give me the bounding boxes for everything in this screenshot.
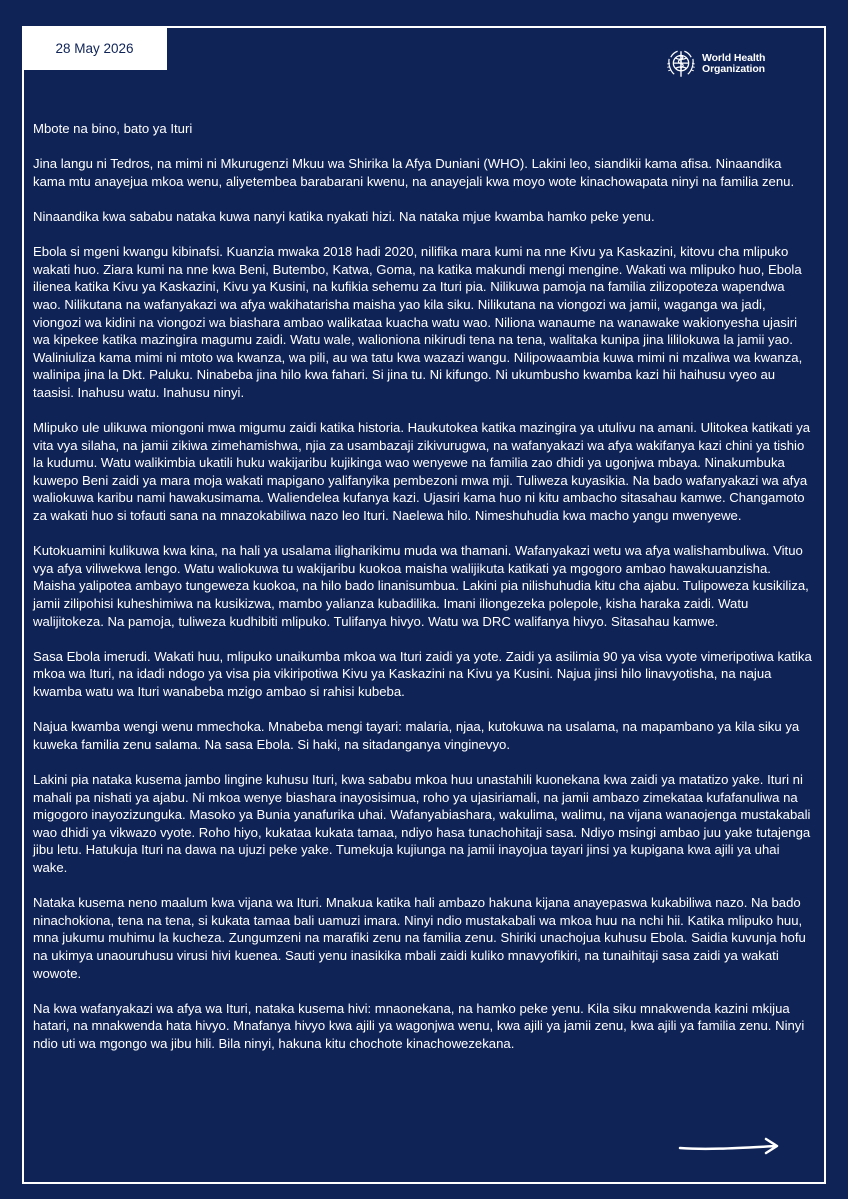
arrow-right-icon[interactable] [678,1136,782,1158]
organization-name [702,53,765,75]
letter-paragraph: Na kwa wafanyakazi wa afya wa Ituri, nataka kusema hivi: mnaonekana, na hamko peke yenu. Kila siku mnakwenda kazini mkijua hatari, na mnakwenda hata hivyo. Mnafanya hivyo kwa ajili ya wagonjwa wenu, kwa ajili ya jamii zenu, kwa ajili ya familia zenu. Ninyi ndio uti wa mgongo wa jibu hili. Bila ninyi, hakuna kitu chochote kinachowezekana. [33,1000,805,1051]
date-label: 28 May 2026 [22,26,167,70]
letter-paragraph: Ninaandika kwa sababu nataka kuwa nanyi katika nyakati hizi. Na nataka mjue kwamba hamko peke yenu. [33,208,655,224]
letter-paragraph: Nataka kusema neno maalum kwa vijana wa Ituri. Mnakua katika hali ambazo hakuna kijana anayepaswa kukabiliwa nazo. Na bado ninachokiona, tena na tena, si kukata tamaa bali uamuzi imara. Ninyi ndio mustakabali wa mkoa huu na nchi hii. Katika mlipuko huu, mna jukumu muhimu la kucheza. Zungumzeni na marafiki zenu na familia zenu. Shiriki unachojua kuhusu Ebola. Saidia kuvunja hofu na ukimya unaouruhusu virusi hivi kuenea. Sauti yenu inasikika mbali zaidi kuliko mnavyofikiri, na tunaihitaji sasa zaidi ya wakati wowote. [33,895,806,981]
letter-paragraph: Sasa Ebola imerudi. Wakati huu, mlipuko unaikumba mkoa wa Ituri zaidi ya yote. Zaidi ya asilimia 90 ya visa vyote vimeripotiwa katika mkoa wa Ituri, na idadi ndogo ya visa pia vikiripotiwa Kivu ya Kaskazini na Kivu ya Kusini. Najua jinsi hilo linavyotisha, na najua kwamba watu wa Ituri wanabeba mzigo ambao si rahisi kubeba. [33,648,812,699]
letter-body [33,120,813,1070]
letter-paragraph: Najua kwamba wengi wenu mmechoka. Mnabeba mengi tayari: malaria, njaa, kutokuwa na usalama, na mapambano ya kila siku ya kuweka familia zenu salama. Na sasa Ebola. Si haki, na sitadanganya vinginevyo. [33,719,800,752]
who-emblem-icon [664,47,698,81]
letter-paragraph: Mlipuko ule ulikuwa miongoni mwa migumu zaidi katika historia. Haukutokea katika mazingira ya utulivu na amani. Ulitokea katikati ya vita vya silaha, na jamii zikiwa zimehamishwa, njia za usambazaji zikivurugwa, na wafanyakazi wa afya wakifanya kazi chini ya tishio la kudumu. Watu walikimbia ukatili huku wakijaribu kujikinga wao wenyewe na familia zao dhidi ya ugonjwa mbaya. Ninakumbuka kuwepo Beni zaidi ya mara moja wakati mapigano yalifanyika pembezoni mwa mji. Tuliweza kuyasikia. Na bado wafanyakazi wa afya waliokuwa karibu nami hawakusimama. Waliendelea kufanya kazi. Ujasiri kama huo ni kitu ambacho sitasahau kamwe. Changamoto za wakati huo si tofauti sana na mnazokabiliwa nazo leo Ituri. Naelewa hilo. Nimeshuhudia kwa macho yangu mwenyewe. [33,420,811,524]
organization-name-line2: Organization [702,63,765,75]
letter-paragraph: Jina langu ni Tedros, na mimi ni Mkurugenzi Mkuu wa Shirika la Afya Duniani (WHO). Lakini leo, siandikii kama afisa. Ninaandika kama mtu anayejua mkoa wenu, aliyetembea barabarani kwenu, na anayejali kwa moyo wote kinachowapata ninyi na familia zenu. [33,156,795,189]
letter-paragraph: Ebola si mgeni kwangu kibinafsi. Kuanzia mwaka 2018 hadi 2020, nilifika mara kumi na nne Kivu ya Kaskazini, kitovu cha mlipuko wakati huo. Ziara kumi na nne kwa Beni, Butembo, Katwa, Goma, na katika makundi mengi mengine. Wakati wa mlipuko huo, Ebola ilienea katika Kivu ya Kaskazini, Kivu ya Kusini, na kufikia sehemu za Ituri pia. Nilikuwa pamoja na familia zilizopoteza wapendwa wao. Nilikutana na wafanyakazi wa afya wakihatarisha maisha yao kila siku. Nilikutana na viongozi wa jamii, waganga wa jadi, viongozi wa kidini na viongozi wa biashara ambao walikataa kuacha watu wao. Niliona wanaume na wanawake wakionyesha ujasiri wa kipekee katika mazingira magumu zaidi. Watu wale, walioniona nikirudi tena na tena, walitaka kunipa jina lililokuwa la jamii yao. Waliniuliza kama mimi ni mtoto wa kwanza, wa pili, au wa tatu kwa wazazi wangu. Nilipowaambia kuwa mimi ni mzaliwa wa kwanza, walinipa jina la Dkt. Paluku. Ninabeba jina hilo kwa fahari. Si jina tu. Ni kifungo. Ni ukumbusho kwamba kazi hii haihusu vyeo au taasisi. Inahusu watu. Inahusu ninyi. [33,244,803,400]
letter-paragraph: Lakini pia nataka kusema jambo lingine kuhusu Ituri, kwa sababu mkoa huu unastahili kuonekana kwa zaidi ya matatizo yake. Ituri ni mahali pa nishati ya ajabu. Ni mkoa wenye biashara inayosisimua, roho ya ujasiriamali, na jamii ambazo zimekataa kufafanuliwa na migogoro inayozizunguka. Masoko ya Bunia yanafurika uhai. Wafanyabiashara, wakulima, walimu, na vijana wanaojenga mustakabali wao dhidi ya vikwazo vyote. Roho hiyo, kukataa kukata tamaa, ndiyo hasa tunachohitaji sasa. Ndiyo msingi ambao juu yake tutajenga jibu letu. Hatukuja Ituri na dawa na ujuzi peke yake. Tumekuja kujiunga na jamii inayojua tayari jinsi ya kupigana kwa ajili ya uhai wake. [33,771,811,875]
greeting: Mbote na bino, bato ya Ituri [33,121,193,136]
organization-name-line1: World Health [702,52,766,64]
letter-paragraph: Kutokuamini kulikuwa kwa kina, na hali ya usalama iligharikimu muda wa thamani. Wafanyakazi wetu wa afya walishambuliwa. Vituo vya afya viliwekwa lengo. Watu waliokuwa tu wakijaribu kuokoa maisha walijikuta katikati ya mgogoro ambao hawakuuanzisha. Maisha yalipotea ambayo tungeweza kuokoa, na hilo bado linanisumbua. Lakini pia nilishuhudia kitu cha ajabu. Tulipoweza kusikiliza, jamii zilipohisi kuheshimiwa na kusikizwa, mambo yalianza kubadilika. Imani iliongezeka polepole, kisha haraka zaidi. Watu walijitokeza. Na pamoja, tuliweza kudhibiti mlipuko. Tulifanya hivyo. Watu wa DRC walifanya hivyo. Sitasahau kamwe. [33,543,809,629]
who-logo [664,47,765,81]
